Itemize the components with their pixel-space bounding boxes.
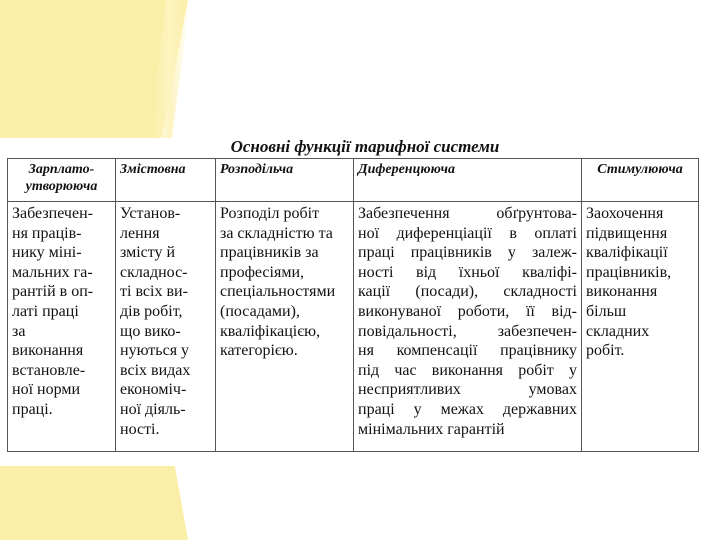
cell-line: ної діяль- xyxy=(120,400,186,418)
cell-line: спеціальностями xyxy=(220,283,336,301)
cell-line: робіт. xyxy=(586,342,625,360)
cell-line: ті всіх ви- xyxy=(120,283,188,301)
cell-line: більш xyxy=(586,302,627,320)
slide-title: Основні функції тарифної системи xyxy=(230,137,500,156)
cell-line: Забезпечення обґрунтова- xyxy=(358,205,577,222)
cell-line: за складністю та xyxy=(220,224,333,242)
cell-line: ності від їхньої кваліфі- xyxy=(358,263,577,281)
cell-line: підвищення xyxy=(586,224,668,242)
cell-line: економіч- xyxy=(120,381,187,399)
header-line: утворююча xyxy=(25,179,98,194)
header-dyferentsiyuyucha xyxy=(354,159,582,202)
header-line: Диференцююча xyxy=(358,162,455,177)
cell-line: ня компенсації працівнику xyxy=(358,342,577,360)
cell-line: мінімальних гарантій xyxy=(358,420,505,438)
cell-line: за xyxy=(12,322,26,340)
cell-line: виконання xyxy=(12,342,84,360)
cell-line: Установ- xyxy=(120,205,181,222)
header-zmistovna xyxy=(116,159,216,202)
cell-line: ня праців- xyxy=(12,224,82,242)
header-zarplatoutvoryuyucha xyxy=(8,159,116,202)
cell-line: кваліфікацією, xyxy=(220,322,321,340)
cell-line: лення xyxy=(120,224,160,242)
header-stymulyuyucha xyxy=(582,159,699,202)
header-line: Стимулююча xyxy=(597,162,683,177)
cell-line: праці працівників у залеж- xyxy=(358,244,577,262)
cell-line: кваліфікації xyxy=(586,244,668,262)
cell-line: виконуваної роботи, її від- xyxy=(358,302,577,320)
cell-line: що вико- xyxy=(120,322,181,340)
cell-line: працівників, xyxy=(586,263,672,281)
cell-line: рантій в оп- xyxy=(12,283,94,301)
header-rozpodilcha xyxy=(216,159,354,202)
cell-line: виконання xyxy=(586,283,658,301)
cell-line: всіх видах xyxy=(120,361,191,379)
header-line: Розподільча xyxy=(220,162,294,177)
cell-line: категорією. xyxy=(220,342,298,360)
cell-line: ності. xyxy=(120,420,160,438)
cell-zarplatoutvoryuyucha xyxy=(8,202,116,452)
cell-line: під час виконання робіт у xyxy=(358,361,577,379)
cell-line: праці у межах державних xyxy=(358,400,577,418)
header-line: Зарплато- xyxy=(28,162,95,177)
cell-line: мальних га- xyxy=(12,263,93,281)
cell-line: (посадами), xyxy=(220,302,300,320)
cell-line: Розподіл робіт xyxy=(220,205,320,222)
cell-line: ної норми xyxy=(12,381,81,399)
cell-line: складнос- xyxy=(120,263,188,281)
cell-line: несприятливих умовах xyxy=(358,381,577,399)
cell-line: Забезпечен- xyxy=(12,205,93,222)
cell-stymulyuyucha xyxy=(582,202,699,452)
cell-line: латі праці xyxy=(12,302,79,320)
cell-dyferentsiyuyucha xyxy=(354,202,582,452)
cell-line: кації (посади), складності xyxy=(358,283,577,301)
cell-line: праці. xyxy=(12,400,53,418)
table-row xyxy=(8,202,699,452)
table-header-row xyxy=(8,159,699,202)
cell-line: нуються у xyxy=(120,342,190,360)
cell-line: складних xyxy=(586,322,650,340)
cell-line: Заохочення xyxy=(586,205,664,222)
header-line: Змістовна xyxy=(120,162,186,177)
cell-line: працівників за xyxy=(220,244,319,262)
cell-line: нику міні- xyxy=(12,244,82,262)
cell-line: ної диференціації в оплаті xyxy=(358,224,577,242)
tariff-functions-table xyxy=(7,158,699,452)
cell-rozpodilcha xyxy=(216,202,354,452)
cell-line: повідальності, забезпечен- xyxy=(358,322,577,340)
cell-line: змісту й xyxy=(120,244,176,262)
cell-zmistovna xyxy=(116,202,216,452)
yellow-corner-decoration-bottom xyxy=(0,466,188,540)
cell-line: встановле- xyxy=(12,361,86,379)
cell-line: професіями, xyxy=(220,263,305,281)
cell-line: дів робіт, xyxy=(120,302,183,320)
